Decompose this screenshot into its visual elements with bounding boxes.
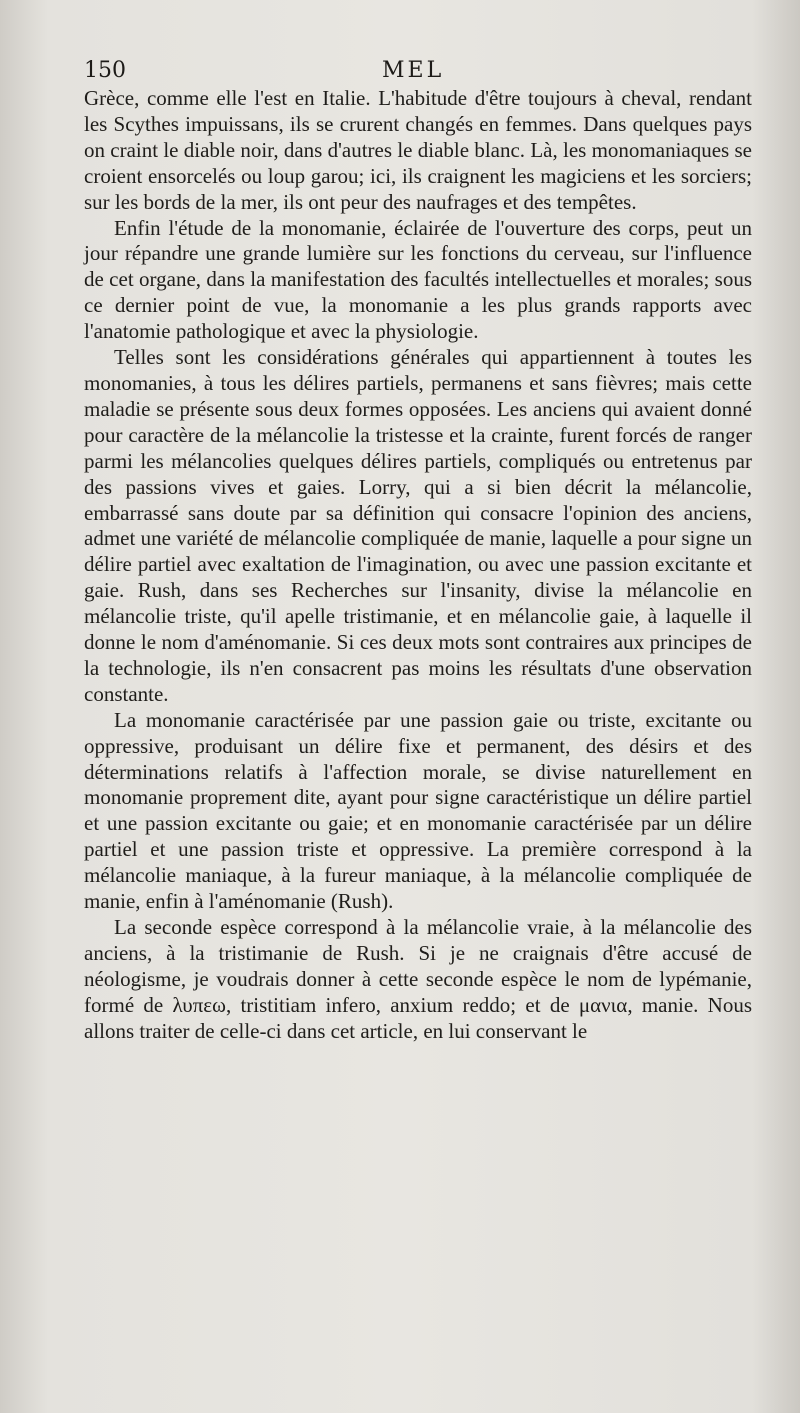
- paragraph-2: Enfin l'étude de la monomanie, éclairée de l'ouverture des corps, peut un jour répandre une grande lumière sur les fonctions du cerveau, sur l'influence de cet organe, dans la manifestation des facultés intellectuelles et morales; sous ce dernier point de vue, la monomanie a les plus grands rapports avec l'anatomie pathologique et avec la physiologie.: [84, 215, 752, 344]
- running-head: MEL: [382, 58, 445, 83]
- page-number: 150: [84, 58, 126, 83]
- body-text: [84, 86, 752, 1045]
- paragraph-5: La seconde espèce correspond à la mélancolie vraie, à la mélancolie des anciens, à la tristimanie de Rush. Si je ne craignais d'être accusé de néologisme, je voudrais donner à cette seconde espèce le nom de lypémanie, formé de λυπεω, tristitiam infero, anxium reddo; et de μανια, manie. Nous allons traiter de celle-ci dans cet article, en lui conservant le: [84, 915, 752, 1043]
- paragraph-3: Telles sont les considérations générales qui appartiennent à toutes les monomanies, à tous les délires partiels, permanens et sans fièvres; mais cette maladie se présente sous deux formes opposées. Les anciens qui avaient donné pour caractère de la mélancolie la tristesse et la crainte, furent forcés de ranger parmi les mélancolies quelques délires partiels, compliqués ou entretenus par des passions vives et gaies. Lorry, qui a si bien décrit la mélancolie, embarrassé sans doute par sa définition qui consacre l'opinion des anciens, admet une variété de mélancolie compliquée de manie, laquelle a pour signe un délire partiel avec exaltation de l'imagination, ou avec une passion excitante et gaie. Rush, dans ses Recherches sur l'insanity, divise la mélancolie en mélancolie triste, qu'il apelle tristimanie, et en mélancolie gaie, à laquelle il donne le nom d'aménomanie. Si ces deux mots sont contraires aux principes de la technologie, ils n'en consacrent pas moins les résultats d'une observation constante.: [84, 345, 752, 706]
- paragraph-1: Grèce, comme elle l'est en Italie. L'habitude d'être toujours à cheval, rendant les Scythes impuissans, ils se crurent changés en femmes. Dans quelques pays on craint le diable noir, dans d'autres le diable blanc. Là, les monomaniaques se croient ensorcelés ou loup garou; ici, ils craignent les magiciens et les sorciers; sur les bords de la mer, ils ont peur des naufrages et des tempêtes.: [84, 86, 752, 214]
- page-header: [84, 58, 754, 88]
- paragraph-4: La monomanie caractérisée par une passion gaie ou triste, excitante ou oppressive, produisant un délire fixe et permanent, des désirs et des déterminations relatifs à l'affection morale, se divise naturellement en monomanie proprement dite, ayant pour signe caractéristique un délire partiel et une passion excitante ou gaie; et en monomanie caractérisée par un délire partiel et une passion triste et oppressive. La première correspond à la mélancolie maniaque, à la fureur maniaque, à la mélancolie compliquée de manie, enfin à l'aménomanie (Rush).: [84, 707, 752, 914]
